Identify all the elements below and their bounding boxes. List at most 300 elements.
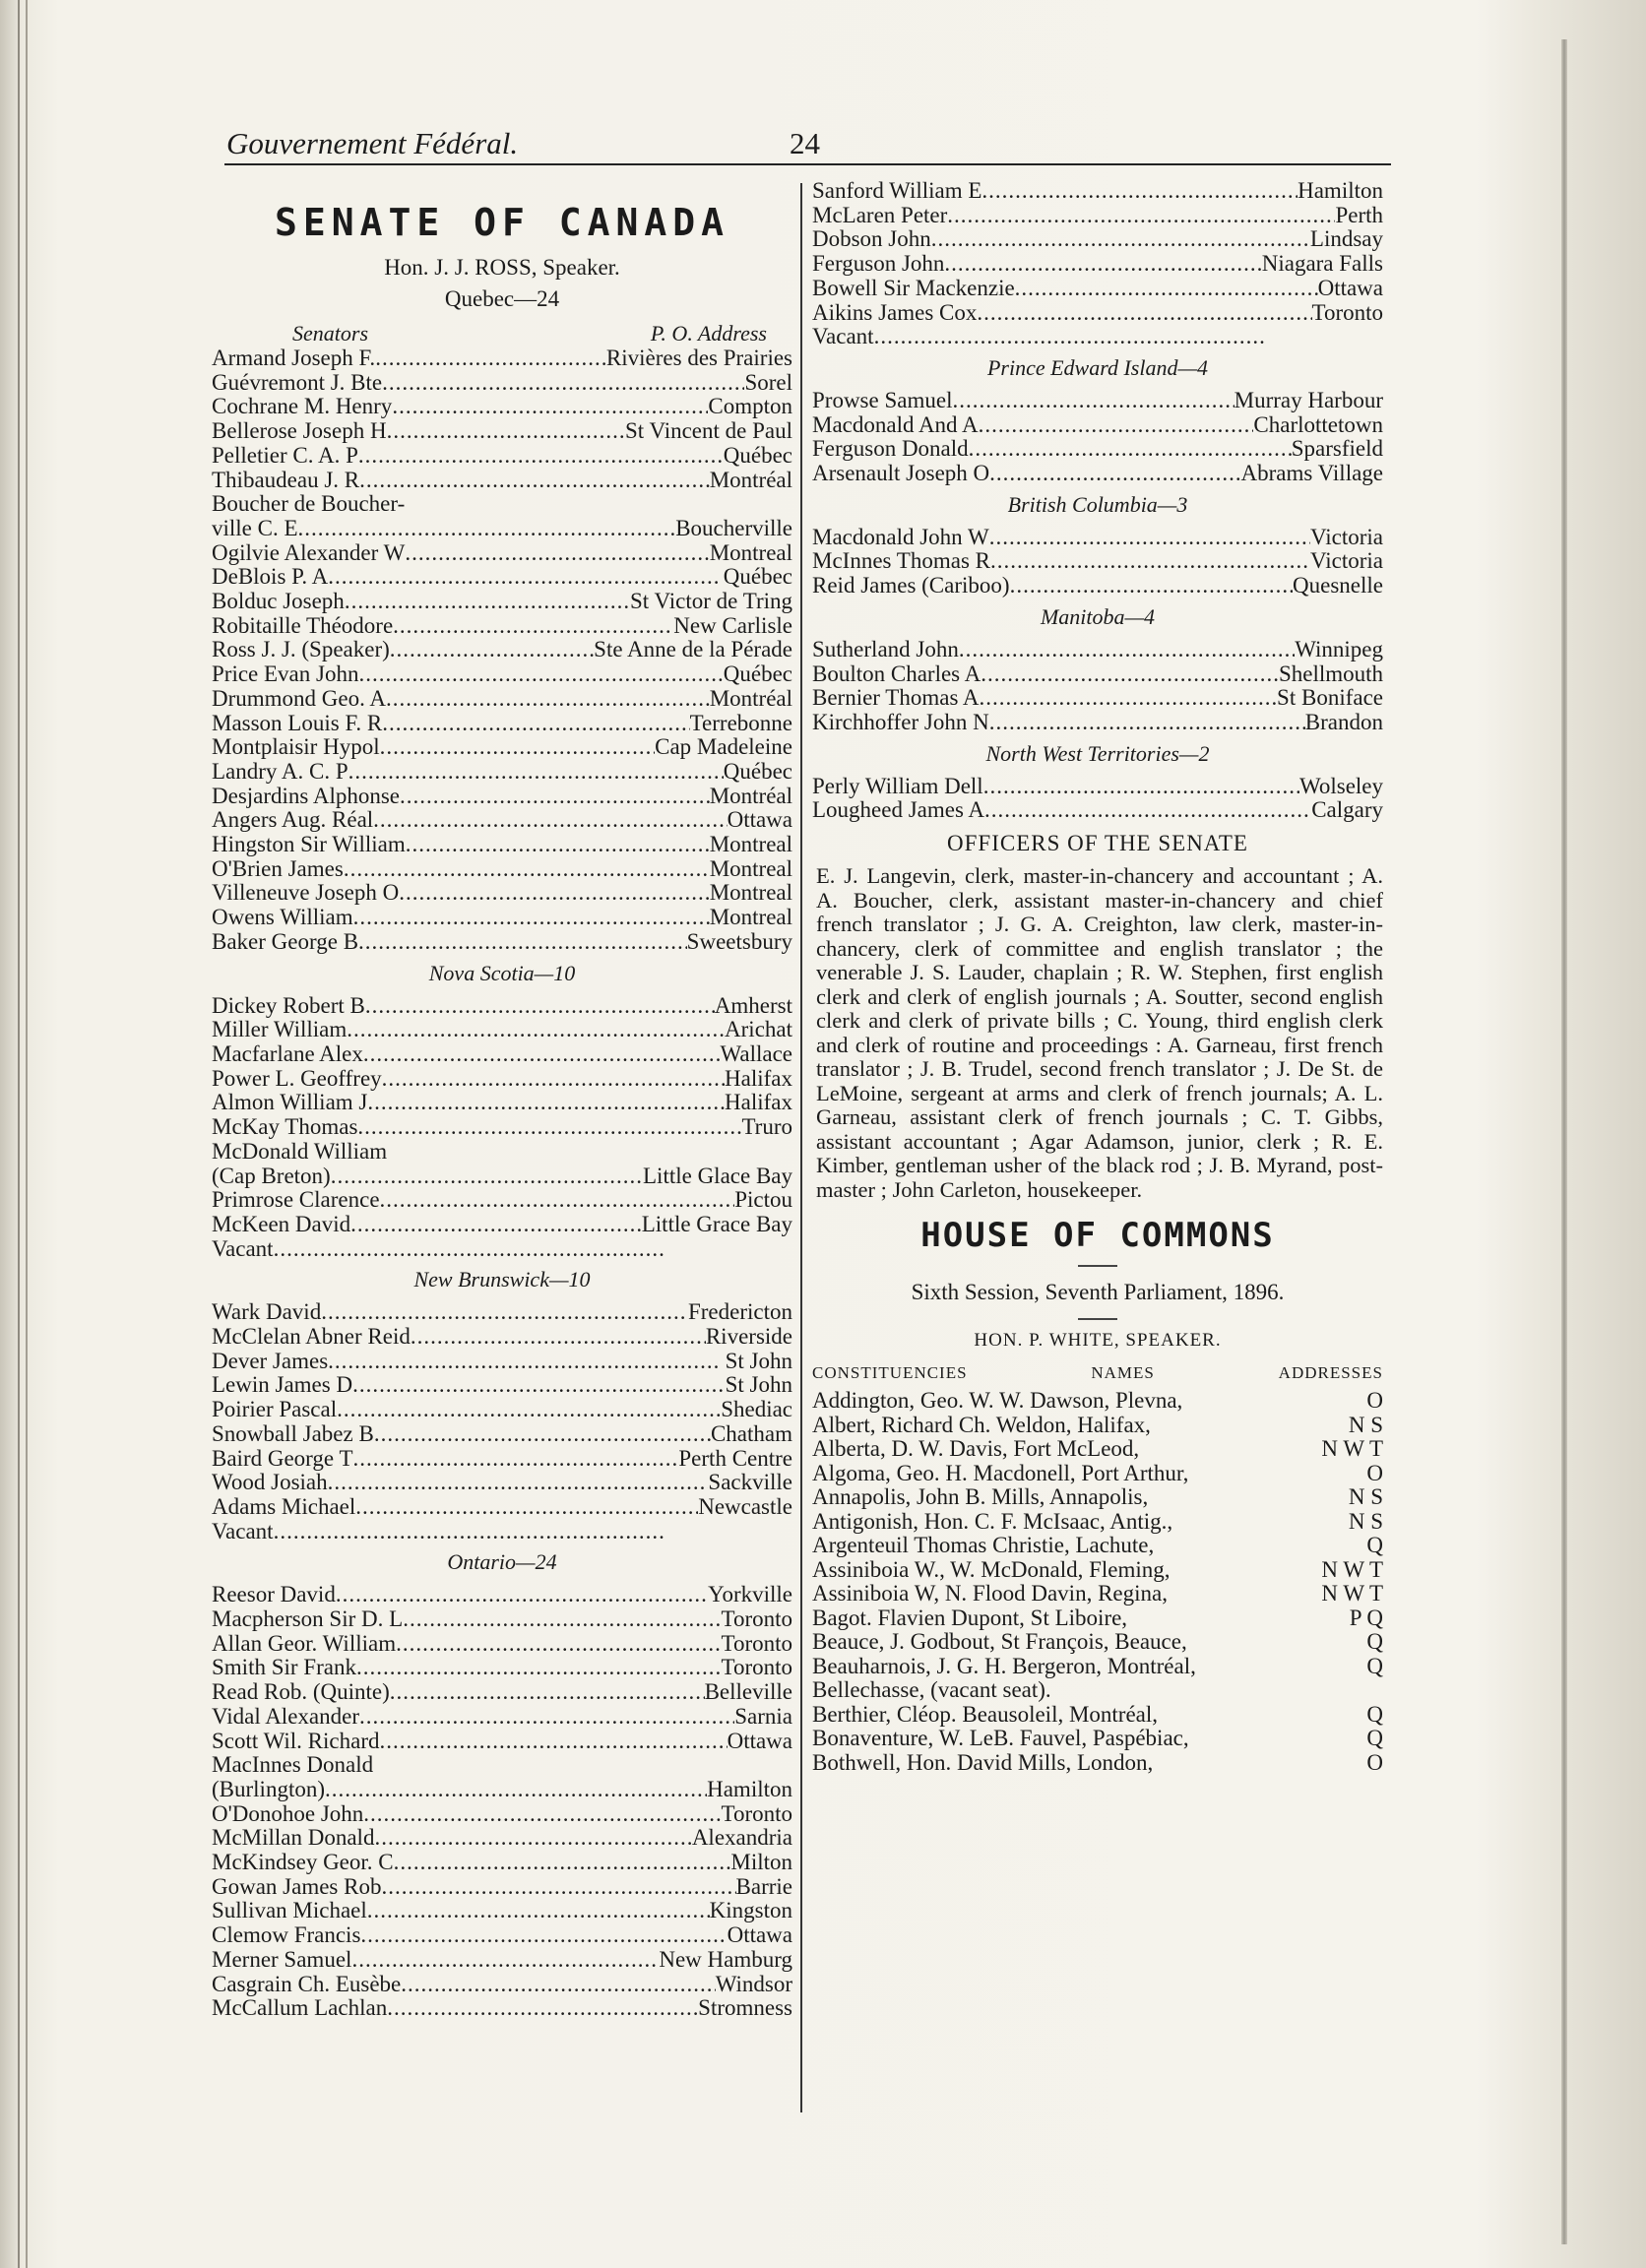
leader-dots bbox=[393, 614, 673, 639]
senator-row bbox=[812, 686, 1383, 711]
senator-name: Poirier Pascal bbox=[212, 1397, 338, 1422]
senator-name: ville C. E bbox=[212, 515, 298, 540]
constituency-row bbox=[812, 1751, 1383, 1776]
leader-dots bbox=[367, 1091, 725, 1115]
senator-address: Québec bbox=[723, 662, 792, 687]
right-column bbox=[812, 179, 1383, 1775]
senator-row bbox=[212, 1115, 792, 1140]
senator-address: Cap Madeleine bbox=[655, 734, 792, 760]
leader-dots bbox=[274, 1237, 792, 1262]
senator-row bbox=[212, 1018, 792, 1042]
leader-dots bbox=[374, 1422, 711, 1447]
senator-address: Abrams Village bbox=[1240, 461, 1383, 486]
leader-dots bbox=[358, 662, 723, 687]
leader-dots bbox=[337, 1398, 721, 1422]
province-code: N S bbox=[1348, 1508, 1383, 1534]
senator-row bbox=[212, 1373, 792, 1398]
leader-dots bbox=[374, 1826, 691, 1851]
senator-address: Niagara Falls bbox=[1261, 251, 1383, 277]
senator-row bbox=[212, 1495, 792, 1520]
senator-address: Milton bbox=[730, 1850, 792, 1875]
senator-row bbox=[212, 395, 792, 419]
province-code: Q bbox=[1366, 1533, 1383, 1558]
senator-name: Macpherson Sir D. L bbox=[212, 1606, 404, 1632]
senator-name: McInnes Thomas R bbox=[812, 548, 991, 574]
senator-address: Amherst bbox=[714, 992, 792, 1018]
leader-dots bbox=[984, 798, 1311, 823]
senator-name: Ferguson Donald bbox=[812, 436, 969, 462]
officers-paragraph: E. J. Langevin, clerk, master-in-chancery and accountant ; A. A. Boucher, clerk, assistant master-in-chancery and chief french translator ; J. G. A. Creighton, law clerk, master-in-chancery, clerk of committee and english translator ; the venerable J. S. Lauder, chaplain ; R. W. Stephen, first english clerk and clerk of english journals ; A. Soutter, second english clerk and clerk of private bills ; C. Young, third english clerk and clerk of routine and proceedings : A. Garneau, first french translator ; J. B. Trudel, second french translator ; J. De St. de LeMoine, sergeant at arms and clerk of french journals; A. L. Garneau, assistant clerk of french journals ; C. T. Gibbs, assistant accountant ; Agar Adamson, junior, clerk ; R. E. Kimber, gentleman usher of the black rod ; J. B. Myrand, post-master ; John Carleton, housekeeper. bbox=[816, 863, 1383, 1202]
right-sections bbox=[812, 179, 1383, 823]
constituency-entry: Algoma, Geo. H. Macdonell, Port Arthur, bbox=[812, 1460, 1189, 1485]
senator-address: Québec bbox=[723, 442, 792, 468]
leader-dots bbox=[386, 687, 710, 712]
senator-name: Bolduc Joseph bbox=[212, 589, 345, 614]
senator-row bbox=[212, 906, 792, 930]
constituency-row bbox=[812, 1510, 1383, 1535]
senator-row bbox=[212, 1778, 792, 1802]
commons-speaker: HON. P. WHITE, SPEAKER. bbox=[974, 1330, 1222, 1352]
senator-address: Toronto bbox=[721, 1630, 792, 1656]
senator-name: O'Brien James bbox=[212, 855, 344, 881]
senator-name: Vacant bbox=[212, 1518, 274, 1544]
senator-name: Pelletier C. A. P bbox=[212, 442, 358, 468]
leader-dots bbox=[358, 930, 687, 955]
province-code: O bbox=[1366, 1749, 1383, 1775]
leader-dots bbox=[969, 437, 1292, 462]
constituency-row bbox=[812, 1703, 1383, 1728]
section-title: British Columbia—3 bbox=[1007, 491, 1188, 517]
senator-row bbox=[212, 1471, 792, 1495]
senator-name: Allan Geor. William bbox=[212, 1630, 397, 1656]
senator-row bbox=[812, 638, 1383, 662]
senator-name: Landry A. C. P bbox=[212, 758, 348, 784]
senator-address: St John bbox=[725, 1372, 792, 1398]
senator-address: Sorel bbox=[744, 369, 792, 395]
leader-dots bbox=[1015, 277, 1318, 301]
senator-address: St Vincent de Paul bbox=[624, 418, 792, 444]
senator-name: Prowse Samuel bbox=[812, 387, 953, 412]
leader-dots bbox=[380, 1730, 728, 1754]
senator-address: Boucherville bbox=[675, 515, 792, 540]
divider-dash bbox=[1078, 1318, 1117, 1320]
senator-row bbox=[212, 346, 792, 371]
senator-address: Perth bbox=[1335, 202, 1383, 227]
leader-dots bbox=[347, 1018, 725, 1042]
senator-address: Pictou bbox=[734, 1187, 792, 1213]
senator-row bbox=[812, 301, 1383, 326]
officers-heading: OFFICERS OF THE SENATE bbox=[947, 831, 1248, 856]
senator-row bbox=[212, 1042, 792, 1067]
leader-dots bbox=[365, 994, 715, 1019]
leader-dots bbox=[363, 1042, 721, 1067]
province-code: Q bbox=[1366, 1653, 1383, 1678]
leader-dots bbox=[328, 1350, 725, 1374]
constituency-row bbox=[812, 1534, 1383, 1558]
leader-dots bbox=[981, 662, 1279, 687]
leader-dots bbox=[367, 1899, 710, 1923]
senator-address: Québec bbox=[723, 758, 792, 784]
session-line: Sixth Session, Seventh Parliament, 1896. bbox=[911, 1280, 1285, 1305]
leader-dots bbox=[380, 1188, 735, 1213]
leader-dots bbox=[363, 1802, 721, 1827]
senator-address: St Boniface bbox=[1277, 685, 1383, 711]
senator-name: Clemow Francis bbox=[212, 1922, 361, 1948]
senator-row bbox=[212, 1705, 792, 1730]
senator-name: Read Rob. (Quinte) bbox=[212, 1679, 390, 1705]
leader-dots bbox=[390, 638, 594, 662]
senator-address: Montréal bbox=[709, 685, 792, 711]
senator-address: Belleville bbox=[704, 1679, 792, 1705]
leader-dots bbox=[403, 1607, 721, 1632]
senator-name: Reesor David bbox=[212, 1582, 336, 1607]
senator-row bbox=[812, 389, 1383, 413]
senator-name: Almon William J bbox=[212, 1090, 368, 1115]
province-code: N W T bbox=[1321, 1556, 1383, 1582]
senator-row bbox=[212, 444, 792, 469]
senator-name: Baker George B bbox=[212, 928, 359, 954]
senator-row bbox=[812, 252, 1383, 277]
leader-dots bbox=[328, 565, 724, 590]
running-header bbox=[224, 126, 1391, 165]
section-title: Ontario—24 bbox=[447, 1549, 557, 1575]
senator-name: Lougheed James A bbox=[812, 797, 985, 823]
leader-dots bbox=[989, 526, 1310, 550]
province-code: O bbox=[1366, 1460, 1383, 1485]
senator-address: Ottawa bbox=[727, 807, 792, 833]
senator-name: Reid James (Cariboo) bbox=[812, 573, 1010, 598]
senator-address: Little Glace Bay bbox=[643, 1163, 792, 1188]
constituency-row bbox=[812, 1462, 1383, 1486]
senator-address: Stromness bbox=[698, 1995, 792, 2021]
senator-name: McDonald William bbox=[212, 1138, 388, 1164]
senator-row bbox=[212, 785, 792, 809]
column-divider bbox=[800, 183, 802, 2112]
section-title: New Brunswick—10 bbox=[413, 1267, 591, 1292]
page-number: 24 bbox=[790, 126, 820, 160]
senator-name: Macfarlane Alex bbox=[212, 1040, 363, 1066]
senate-speaker: Hon. J. J. ROSS, Speaker. bbox=[384, 255, 620, 280]
constituency-row bbox=[812, 1727, 1383, 1751]
senate-heading: SENATE OF CANADA bbox=[274, 201, 730, 244]
senator-row bbox=[812, 526, 1383, 550]
leader-dots bbox=[325, 1778, 707, 1802]
senator-name: (Cap Breton) bbox=[212, 1163, 331, 1188]
senator-row bbox=[212, 1350, 792, 1374]
constituency-row bbox=[812, 1558, 1383, 1583]
senator-address: Toronto bbox=[721, 1655, 792, 1680]
leader-dots bbox=[328, 1471, 709, 1495]
senator-name: Desjardins Alphonse bbox=[212, 783, 401, 808]
leader-dots bbox=[981, 179, 1298, 204]
senator-row bbox=[812, 227, 1383, 252]
senators-header: Senators bbox=[292, 321, 368, 346]
senator-address: Calgary bbox=[1311, 797, 1383, 823]
senator-row bbox=[212, 662, 792, 687]
senator-row bbox=[212, 517, 792, 541]
senator-row bbox=[212, 1188, 792, 1213]
senator-row bbox=[212, 760, 792, 785]
province-code: Q bbox=[1366, 1629, 1383, 1655]
leader-dots bbox=[298, 517, 676, 541]
leader-dots bbox=[274, 1520, 792, 1544]
senator-address: Ottawa bbox=[727, 1728, 792, 1753]
senator-name: Perly William Dell bbox=[812, 773, 983, 798]
senator-name: Cochrane M. Henry bbox=[212, 394, 393, 419]
senator-name: O'Donohoe John bbox=[212, 1800, 364, 1826]
leader-dots bbox=[396, 1632, 721, 1657]
senator-row bbox=[812, 179, 1383, 204]
senator-name: Hingston Sir William bbox=[212, 832, 406, 857]
senator-row bbox=[212, 1300, 792, 1325]
constituency-entry: Beauharnois, J. G. H. Bergeron, Montréal, bbox=[812, 1653, 1196, 1678]
province-code: N S bbox=[1348, 1484, 1383, 1510]
senator-address: Montreal bbox=[709, 539, 792, 565]
senator-row bbox=[212, 590, 792, 614]
senator-name: DeBlois P. A bbox=[212, 564, 329, 590]
leader-dots bbox=[405, 541, 709, 566]
province-code: O bbox=[1366, 1388, 1383, 1414]
leader-dots bbox=[990, 549, 1310, 574]
senator-row bbox=[212, 1923, 792, 1948]
senator-name: Smith Sir Frank bbox=[212, 1655, 356, 1680]
senator-name: Wark David bbox=[212, 1299, 322, 1325]
senator-name: Armand Joseph F. bbox=[212, 346, 376, 370]
senator-address: Rivières des Prairies bbox=[605, 346, 792, 370]
leader-dots bbox=[382, 712, 689, 736]
senator-row bbox=[212, 1802, 792, 1827]
senator-row bbox=[212, 687, 792, 712]
senator-address: New Carlisle bbox=[673, 612, 792, 638]
leader-dots bbox=[1010, 574, 1293, 598]
senator-name: Kirchhoffer John N bbox=[812, 709, 989, 734]
page-edge-line bbox=[26, 0, 28, 2268]
senator-name: Macdonald And A bbox=[812, 411, 979, 437]
senator-row bbox=[212, 1680, 792, 1705]
constituency-entry: Addington, Geo. W. W. Dawson, Plevna, bbox=[812, 1388, 1183, 1414]
leader-dots bbox=[989, 462, 1240, 486]
province-code: N S bbox=[1348, 1412, 1383, 1437]
senator-name: McClelan Abner Reid bbox=[212, 1324, 411, 1350]
leader-dots bbox=[401, 1973, 715, 1997]
senator-row bbox=[212, 1067, 792, 1092]
senator-address: Quesnelle bbox=[1293, 573, 1383, 598]
leader-dots bbox=[382, 1067, 725, 1092]
senator-address: Ste Anne de la Pérade bbox=[594, 637, 792, 662]
leader-dots bbox=[390, 1680, 705, 1705]
leader-dots bbox=[977, 301, 1311, 326]
section-title: North West Territories—2 bbox=[985, 740, 1210, 766]
senator-name: Sullivan Michael bbox=[212, 1898, 367, 1923]
senator-address: Perth Centre bbox=[678, 1445, 792, 1471]
leader-dots bbox=[355, 1495, 698, 1520]
senator-name: Merner Samuel bbox=[212, 1946, 352, 1972]
constituency-row bbox=[812, 1678, 1383, 1703]
senator-row bbox=[812, 574, 1383, 598]
senator-address: Hamilton bbox=[1298, 178, 1383, 203]
senator-address: Winnipeg bbox=[1295, 636, 1383, 662]
leader-dots bbox=[380, 735, 656, 760]
senator-address: Shellmouth bbox=[1278, 661, 1383, 686]
senator-name: McKindsey Geor. C bbox=[212, 1850, 394, 1875]
senator-address: Montreal bbox=[709, 905, 792, 930]
senator-address: Sparsfield bbox=[1291, 436, 1383, 462]
senator-row bbox=[212, 930, 792, 955]
constituency-row bbox=[812, 1655, 1383, 1679]
constituency-row bbox=[812, 1630, 1383, 1655]
senator-name: Macdonald John W bbox=[812, 524, 989, 549]
senator-name: Vidal Alexander bbox=[212, 1703, 359, 1729]
province-code: N W T bbox=[1321, 1581, 1383, 1606]
senator-row bbox=[212, 1875, 792, 1900]
senator-name: Arsenault Joseph O bbox=[812, 461, 990, 486]
senator-name: Vacant bbox=[212, 1235, 274, 1261]
senator-address: Brandon bbox=[1304, 709, 1383, 734]
senator-row bbox=[212, 833, 792, 857]
senator-name: McMillan Donald bbox=[212, 1825, 375, 1851]
senator-row bbox=[212, 1447, 792, 1472]
senator-address: Montréal bbox=[709, 467, 792, 492]
quebec-count: Quebec—24 bbox=[444, 286, 560, 311]
senator-address: St John bbox=[725, 1348, 792, 1373]
senator-row bbox=[212, 881, 792, 906]
senator-name: Angers Aug. Réal bbox=[212, 807, 374, 833]
senator-address: Montreal bbox=[709, 880, 792, 906]
leader-dots bbox=[406, 833, 710, 857]
senator-address: St Victor de Tring bbox=[630, 589, 792, 614]
senator-address: Victoria bbox=[1310, 524, 1383, 549]
leader-dots bbox=[360, 1923, 727, 1948]
senator-name: Primrose Clarence bbox=[212, 1187, 380, 1213]
senator-name: Dever James bbox=[212, 1348, 329, 1373]
senator-name: Vacant bbox=[812, 324, 874, 349]
senator-name: Masson Louis F. R bbox=[212, 710, 383, 735]
leader-dots bbox=[983, 775, 1299, 799]
senator-row bbox=[812, 204, 1383, 228]
section-title: Manitoba—4 bbox=[1040, 603, 1156, 629]
commons-heading: HOUSE OF COMMONS bbox=[920, 1216, 1275, 1256]
senator-name: Owens William bbox=[212, 905, 353, 930]
senator-row bbox=[212, 1140, 792, 1165]
leader-dots bbox=[979, 413, 1254, 438]
senator-address: Montreal bbox=[709, 855, 792, 881]
senator-row bbox=[212, 1632, 792, 1657]
senator-row bbox=[212, 735, 792, 760]
senator-name: Thibaudeau J. R bbox=[212, 467, 360, 492]
senator-row bbox=[212, 994, 792, 1019]
constituency-row bbox=[812, 1606, 1383, 1631]
senator-name: Aikins James Cox bbox=[812, 299, 978, 325]
senator-row bbox=[812, 437, 1383, 462]
leader-dots bbox=[357, 1115, 741, 1140]
address-header: P. O. Address bbox=[650, 321, 767, 346]
senator-address: Compton bbox=[708, 394, 792, 419]
senator-address: Sackville bbox=[708, 1470, 792, 1495]
senator-address: Riverside bbox=[705, 1324, 792, 1350]
leader-dots bbox=[399, 881, 709, 906]
senator-name: Price Evan John bbox=[212, 662, 359, 687]
constituency-entry: Bonaventure, W. LeB. Fauvel, Paspébiac, bbox=[812, 1726, 1189, 1751]
leader-dots bbox=[392, 395, 708, 419]
senator-row bbox=[212, 1091, 792, 1115]
senator-address: Terrebonne bbox=[689, 710, 792, 735]
senator-row bbox=[812, 775, 1383, 799]
senator-name: Sutherland John bbox=[812, 636, 959, 662]
senator-name: McKay Thomas bbox=[212, 1114, 358, 1140]
leader-dots bbox=[382, 371, 744, 396]
names-header: NAMES bbox=[1091, 1363, 1155, 1383]
constituencies-header: CONSTITUENCIES bbox=[812, 1363, 968, 1383]
senator-address: Charlottetown bbox=[1253, 411, 1383, 437]
constituency-row bbox=[812, 1485, 1383, 1510]
leader-dots bbox=[387, 1996, 698, 2021]
senator-address: Truro bbox=[741, 1114, 792, 1140]
senator-address: Wallace bbox=[720, 1040, 792, 1066]
senator-row bbox=[212, 1422, 792, 1447]
senator-name: Villeneuve Joseph O bbox=[212, 880, 400, 906]
senator-address: Sarnia bbox=[734, 1703, 792, 1729]
leader-dots bbox=[373, 808, 727, 833]
constituency-list bbox=[812, 1389, 1383, 1775]
leader-dots bbox=[375, 346, 606, 371]
senator-name: Montplaisir Hypol bbox=[212, 734, 380, 760]
leader-dots bbox=[321, 1300, 688, 1325]
senator-row bbox=[212, 565, 792, 590]
leader-dots bbox=[387, 419, 625, 444]
senator-address: Ottawa bbox=[727, 1922, 792, 1948]
leader-dots bbox=[959, 638, 1295, 662]
senator-row bbox=[812, 325, 1383, 349]
senator-name: McLaren Peter bbox=[812, 202, 948, 227]
senator-name: Snowball Jabez B bbox=[212, 1420, 374, 1446]
senator-row bbox=[212, 1973, 792, 1997]
senator-name: Gowan James Rob bbox=[212, 1873, 382, 1899]
senator-address: New Hamburg bbox=[659, 1946, 792, 1972]
senator-row bbox=[212, 857, 792, 882]
constituency-entry: Antigonish, Hon. C. F. McIsaac, Antig., bbox=[812, 1508, 1173, 1534]
senator-address: Windsor bbox=[715, 1971, 792, 1996]
constituency-entry: Bellechasse, (vacant seat). bbox=[812, 1677, 1051, 1703]
constituency-entry: Bagot. Flavien Dupont, St Liboire, bbox=[812, 1605, 1128, 1630]
senator-name: Miller William bbox=[212, 1017, 348, 1042]
senator-name: Lewin James D bbox=[212, 1372, 353, 1398]
province-code: Q bbox=[1366, 1701, 1383, 1727]
senator-row bbox=[212, 492, 792, 517]
senator-address: Kingston bbox=[709, 1898, 792, 1923]
senator-address: Yorkville bbox=[708, 1582, 792, 1607]
senator-row bbox=[212, 1730, 792, 1754]
left-sections bbox=[212, 346, 792, 2021]
senator-address: Sweetsbury bbox=[686, 928, 792, 954]
leader-dots bbox=[350, 1213, 642, 1237]
senator-address: Lindsay bbox=[1309, 226, 1383, 252]
leader-dots bbox=[400, 785, 710, 809]
senator-name: Adams Michael bbox=[212, 1493, 356, 1519]
senator-row bbox=[212, 808, 792, 833]
senator-address: Newcastle bbox=[698, 1493, 792, 1519]
leader-dots bbox=[358, 444, 724, 469]
senator-name: Guévremont J. Bte bbox=[212, 369, 383, 395]
senator-name: Dobson John bbox=[812, 226, 931, 252]
senator-name: Dickey Robert B bbox=[212, 992, 365, 1018]
leader-dots bbox=[359, 469, 710, 493]
senator-row bbox=[212, 614, 792, 639]
leader-dots bbox=[381, 1875, 735, 1900]
senator-row bbox=[212, 1996, 792, 2021]
senator-row bbox=[812, 462, 1383, 486]
senator-name: Robitaille Théodore bbox=[212, 612, 394, 638]
running-title: Gouvernement Fédéral. bbox=[226, 126, 519, 160]
